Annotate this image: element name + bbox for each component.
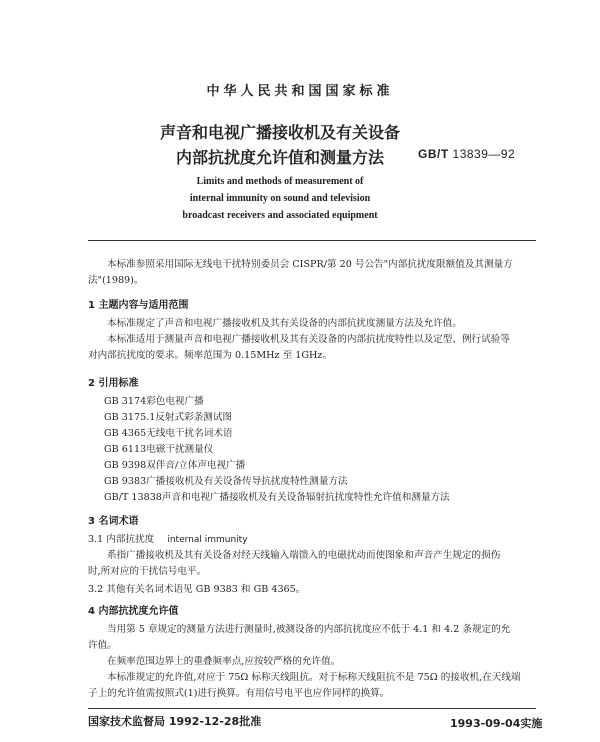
section-4-para-1-line-2: 许值。 (88, 640, 117, 651)
reference-code: GB 9383 (104, 476, 147, 487)
reference-code: GB 3175.1 (104, 412, 156, 423)
section-1-para-2-line-2: 对内部抗扰度的要求。频率范围为 0.15MHz 至 1GHz。 (88, 350, 333, 361)
reference-item (104, 474, 544, 490)
document-title (130, 120, 430, 170)
term-3-1-def-line-2: 时,所对应的干扰信号电平。 (88, 566, 207, 577)
title-line-1: 声音和电视广播接收机及有关设备 (159, 123, 400, 142)
section-1-para-2-line-1: 本标准适用于测量声音和电视广播接收机及其有关设备的内部抗扰度特性以及定型、例行试验等 (107, 334, 510, 345)
term-3-1 (88, 532, 538, 548)
reference-item (104, 490, 544, 506)
intro-paragraph (88, 257, 538, 289)
section-4-body (88, 622, 538, 702)
reference-item (104, 442, 544, 458)
reference-code: GB 6113 (104, 444, 147, 455)
national-standard-heading: 中华人民共和国国家标准 (206, 84, 394, 99)
reference-title: 无线电干扰名词术语 (146, 428, 233, 439)
term-3-2: 3.2 其他有关名词术语见 GB 9383 和 GB 4365。 (88, 584, 306, 595)
intro-line-2: 法"(1989)。 (88, 275, 144, 286)
reference-title: 彩色电视广播 (146, 396, 204, 407)
issued-by: 国家技术监督局 1992-12-28批准 (88, 715, 262, 728)
reference-item (104, 458, 544, 474)
reference-item (104, 410, 544, 426)
term-3-1-def-line-1: 系指广播接收机及其有关设备对经天线输入端馈入的电磁扰动而使图象和声音产生规定的损伤 (107, 550, 501, 561)
standard-number-value: 13839—92 (452, 147, 516, 161)
section-1-heading: 1 主题内容与适用范围 (88, 300, 189, 311)
section-2-heading: 2 引用标准 (88, 378, 139, 389)
header-divider (88, 240, 536, 241)
reference-code: GB/T 13838 (104, 492, 162, 503)
section-4-para-3-line-1: 本标准规定的允许值,对应于 75Ω 标称天线阻抗。对于标称天线阻抗不是 75Ω 的接收机,在天线端 (107, 672, 521, 683)
reference-item (104, 394, 544, 410)
reference-list (104, 394, 544, 506)
english-title-line-3: broadcast receivers and associated equipment (182, 210, 378, 221)
title-line-2: 内部抗扰度允许值和测量方法 (175, 148, 384, 167)
section-1-body (88, 316, 538, 364)
intro-line-1: 本标准参照采用国际无线电干扰特别委员会 CISPR/第 20 号公告"内部抗扰度限额值及其测量方 (107, 259, 513, 270)
section-4-heading: 4 内部抗扰度允许值 (88, 606, 179, 617)
standard-number (418, 147, 515, 161)
section-4-para-2: 在频率范围边界上的重叠频率点,应按较严格的允许值。 (107, 656, 341, 667)
reference-title: 广播接收机及有关设备传导抗扰度特性测量方法 (146, 476, 348, 487)
section-3-heading: 3 名词术语 (88, 516, 139, 527)
reference-title: 反射式彩条测试图 (155, 412, 233, 423)
section-3-body (88, 532, 538, 598)
footer-divider (88, 708, 536, 709)
english-title-line-2: internal immunity on sound and television (189, 193, 371, 204)
english-title-line-1: Limits and methods of measurement of (196, 176, 364, 187)
section-4-para-1-line-1: 当用第 5 章规定的测量方法进行测量时,被测设备的内部抗扰度应不低于 4.1 和 4.2 条规定的允 (107, 624, 511, 635)
term-3-1-label: 3.1 内部抗扰度 (88, 534, 155, 545)
effective-date: 1993-09-04实施 (450, 717, 543, 730)
standard-number-prefix: GB/T (418, 147, 449, 161)
term-3-1-english: internal immunity (167, 535, 248, 545)
reference-title: 电磁干扰测量仪 (146, 444, 214, 455)
reference-title: 双伴音/立体声电视广播 (146, 460, 246, 471)
reference-code: GB 4365 (104, 428, 147, 439)
reference-code: GB 9398 (104, 460, 147, 471)
section-1-para-1: 本标准规定了声音和电视广播接收机及其有关设备的内部抗扰度测量方法及允许值。 (107, 318, 462, 329)
english-title (100, 173, 460, 224)
section-4-para-3-line-2: 子上的允许值需按照式(1)进行换算。有用信号电平也应作同样的换算。 (88, 688, 390, 699)
reference-title: 声音和电视广播接收机及有关设备辐射抗扰度特性允许值和测量方法 (161, 492, 450, 503)
reference-item (104, 426, 544, 442)
reference-code: GB 3174 (104, 396, 147, 407)
